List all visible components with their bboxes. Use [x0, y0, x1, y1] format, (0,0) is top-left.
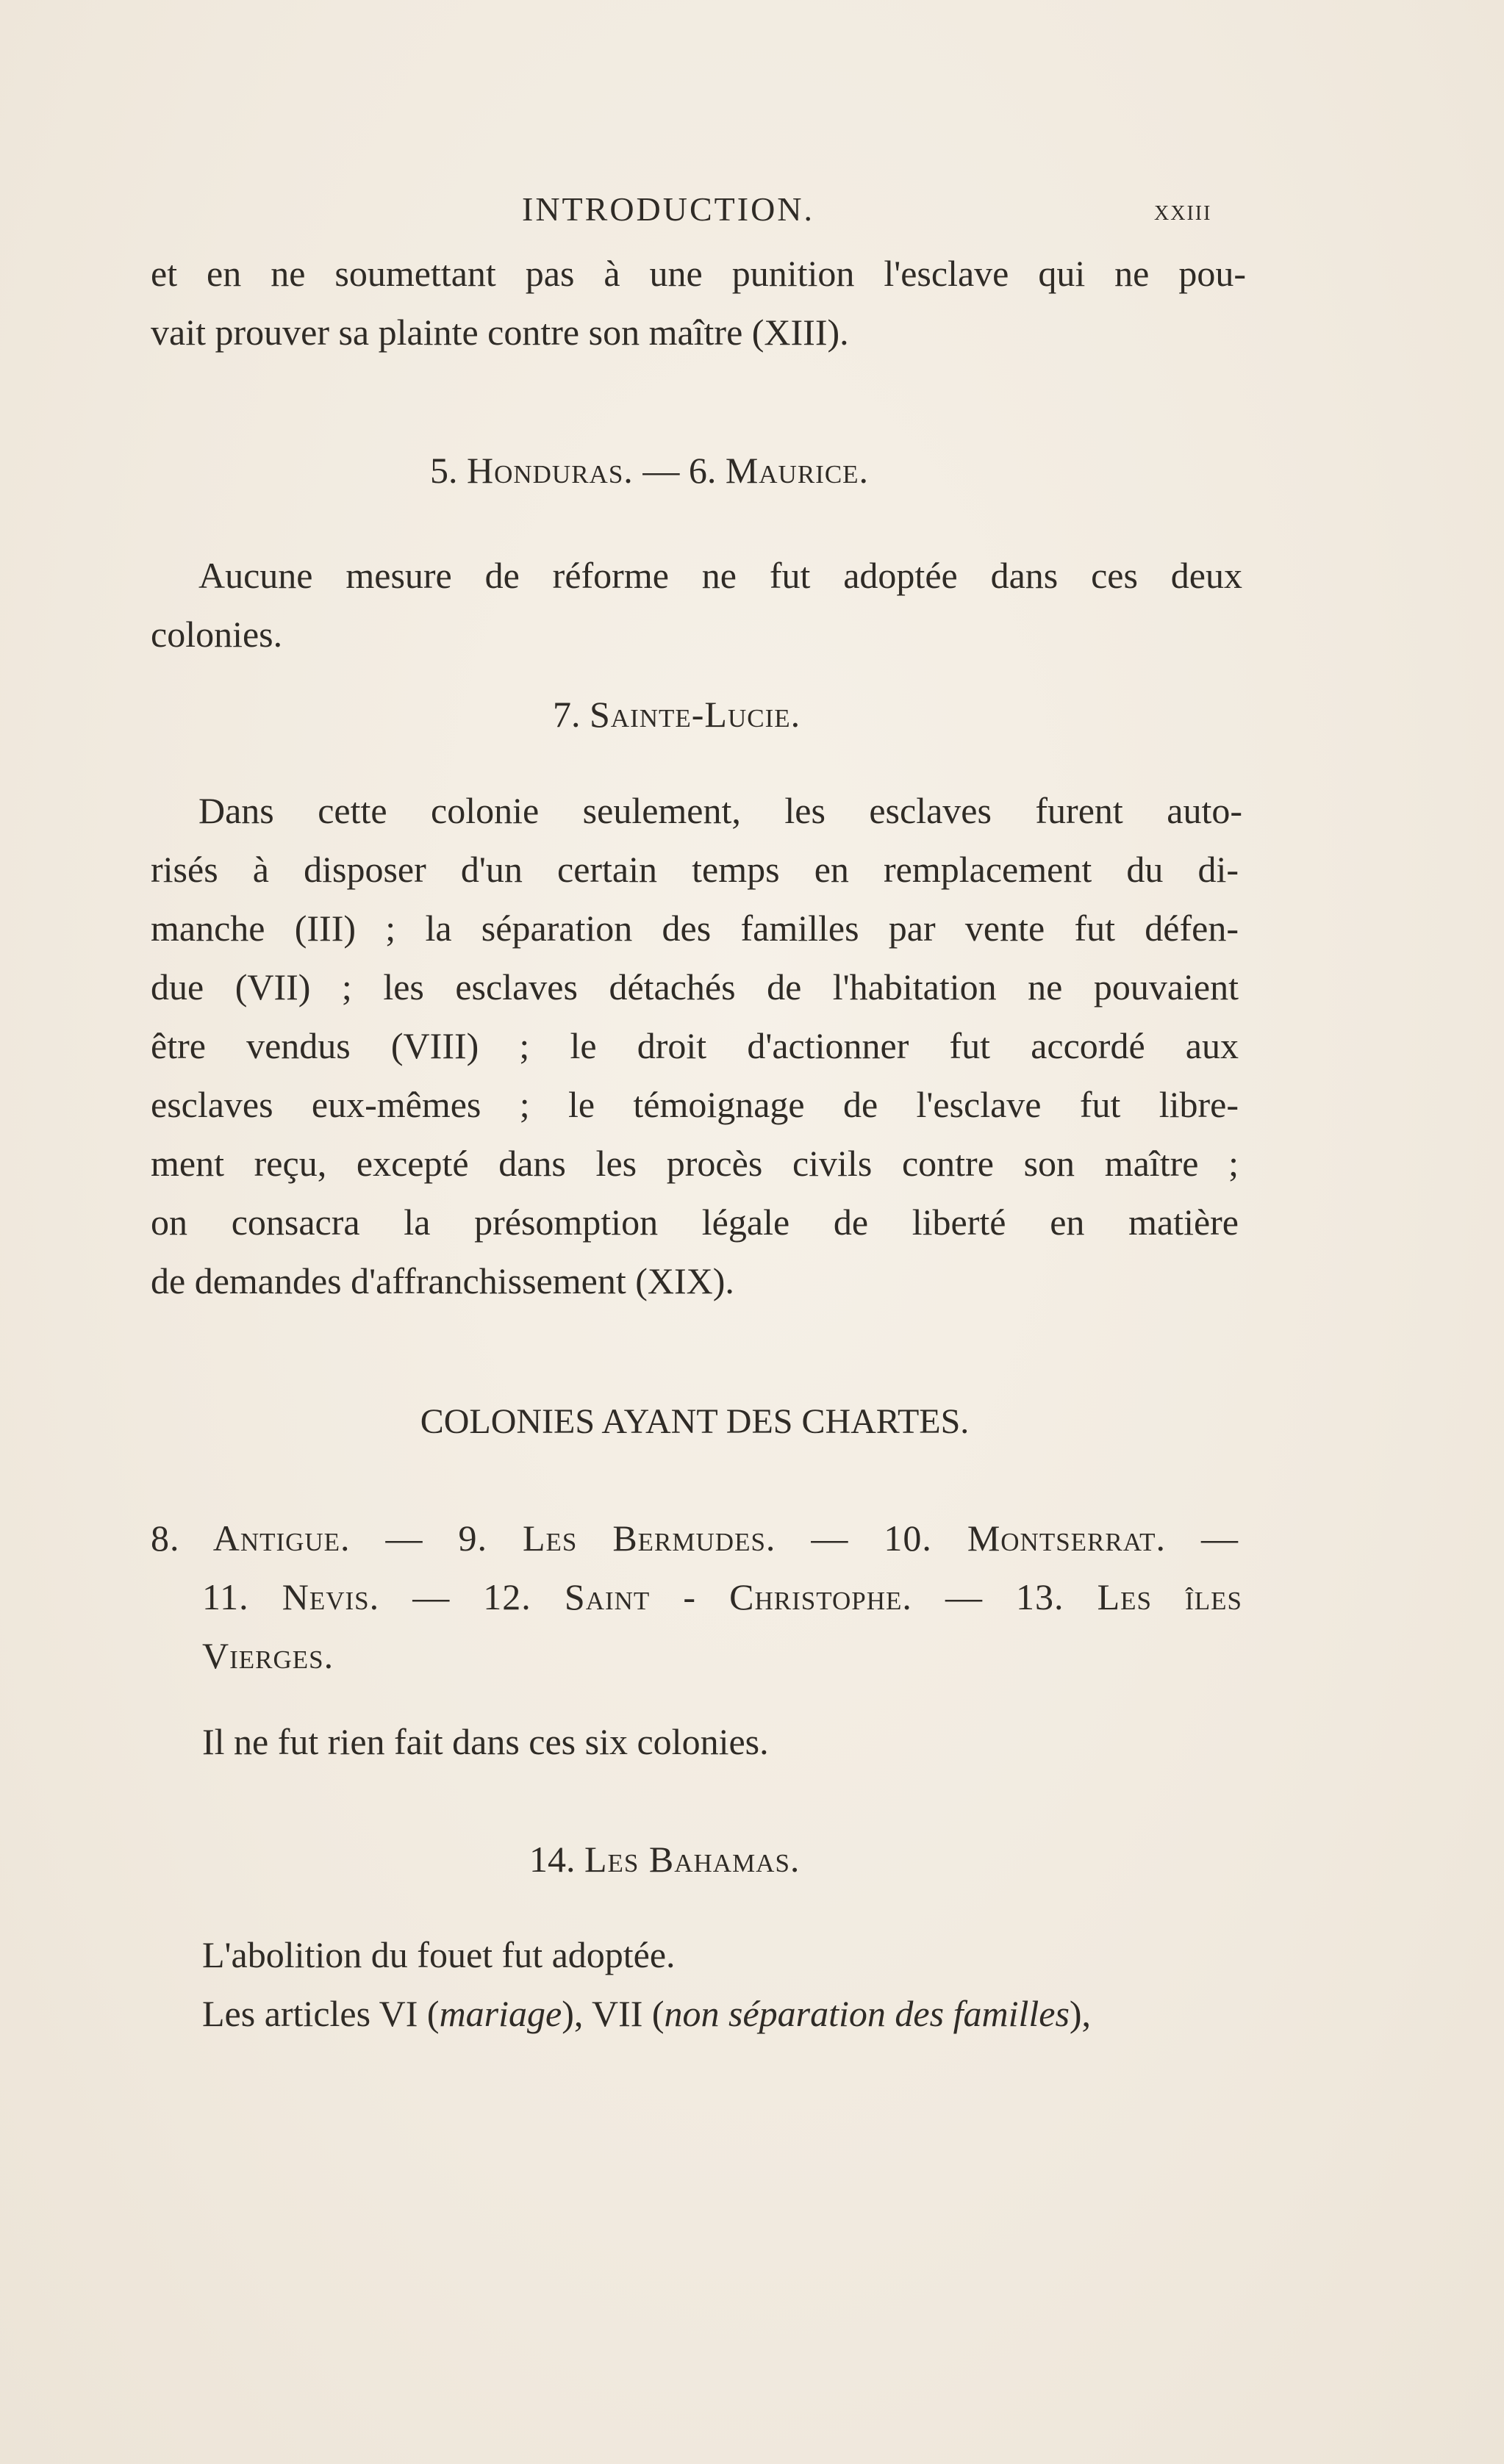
text-line: colonies. [151, 614, 283, 655]
text-line: due (VII) ; les esclaves détachés de l'habitation ne pouvaient [151, 966, 1239, 1007]
heading-number: 7. [553, 694, 581, 735]
heading-name: Les Bahamas. [584, 1839, 801, 1880]
heading-number: 5. [430, 450, 458, 491]
heading-dash: — [642, 450, 680, 491]
text-line: Aucune mesure de réforme ne fut adoptée dans ces deux [198, 555, 1242, 596]
section-title: COLONIES AYANT DES CHARTES. [420, 1402, 970, 1441]
italic-term: mariage [439, 1993, 562, 2034]
text-line: être vendus (VIII) ; le droit d'actionner fut accordé aux [151, 1025, 1239, 1066]
heading-line: 11. Nevis. — 12. Saint - Christophe. — 13. Les îles [202, 1576, 1242, 1617]
section-heading-honduras-maurice [430, 441, 1018, 500]
text-line: vait prouver sa plainte contre son maître (XIII). [151, 312, 849, 353]
heading-line: Vierges. [202, 1635, 334, 1676]
heading-line: 8. Antigue. — 9. Les Bermudes. — 10. Montserrat. — [151, 1517, 1239, 1559]
text-run: Les articles VI ( [202, 1993, 440, 2034]
running-head-title: INTRODUCTION. [522, 190, 815, 228]
text-line: L'abolition du fouet fut adoptée. [202, 1934, 676, 1975]
text-run: ), [1069, 1993, 1092, 2034]
text-line: ment reçu, excepté dans les procès civils contre son maître ; [151, 1143, 1239, 1184]
text-line: Il ne fut rien fait dans ces six colonies. [202, 1721, 769, 1762]
heading-name: Honduras. [467, 450, 634, 491]
text-line: on consacra la présomption légale de liberté en matière [151, 1202, 1239, 1243]
italic-term: non séparation des familles [664, 1993, 1070, 2034]
page-number: xxiii [1154, 193, 1212, 226]
section-heading-bahamas [529, 1830, 1044, 1889]
heading-name: Sainte-Lucie. [590, 694, 801, 735]
text-line: esclaves eux-mêmes ; le témoignage de l'esclave fut libre- [151, 1084, 1239, 1125]
section-heading-sainte-lucie [553, 685, 994, 744]
heading-name: Maurice. [725, 450, 870, 491]
text-line [202, 1984, 1290, 2043]
text-line: Dans cette colonie seulement, les esclaves furent auto- [198, 790, 1242, 831]
text-line: de demandes d'affranchissement (XIX). [151, 1260, 734, 1301]
heading-number: 6. [688, 450, 717, 491]
text-run: ), VII ( [562, 1993, 665, 2034]
text-line: risés à disposer d'un certain temps en remplacement du di- [151, 849, 1239, 890]
text-line: et en ne soumettant pas à une punition l'esclave qui ne pou- [151, 253, 1246, 294]
text-line: manche (III) ; la séparation des familles par vente fut défen- [151, 908, 1239, 949]
heading-number: 14. [529, 1839, 576, 1880]
